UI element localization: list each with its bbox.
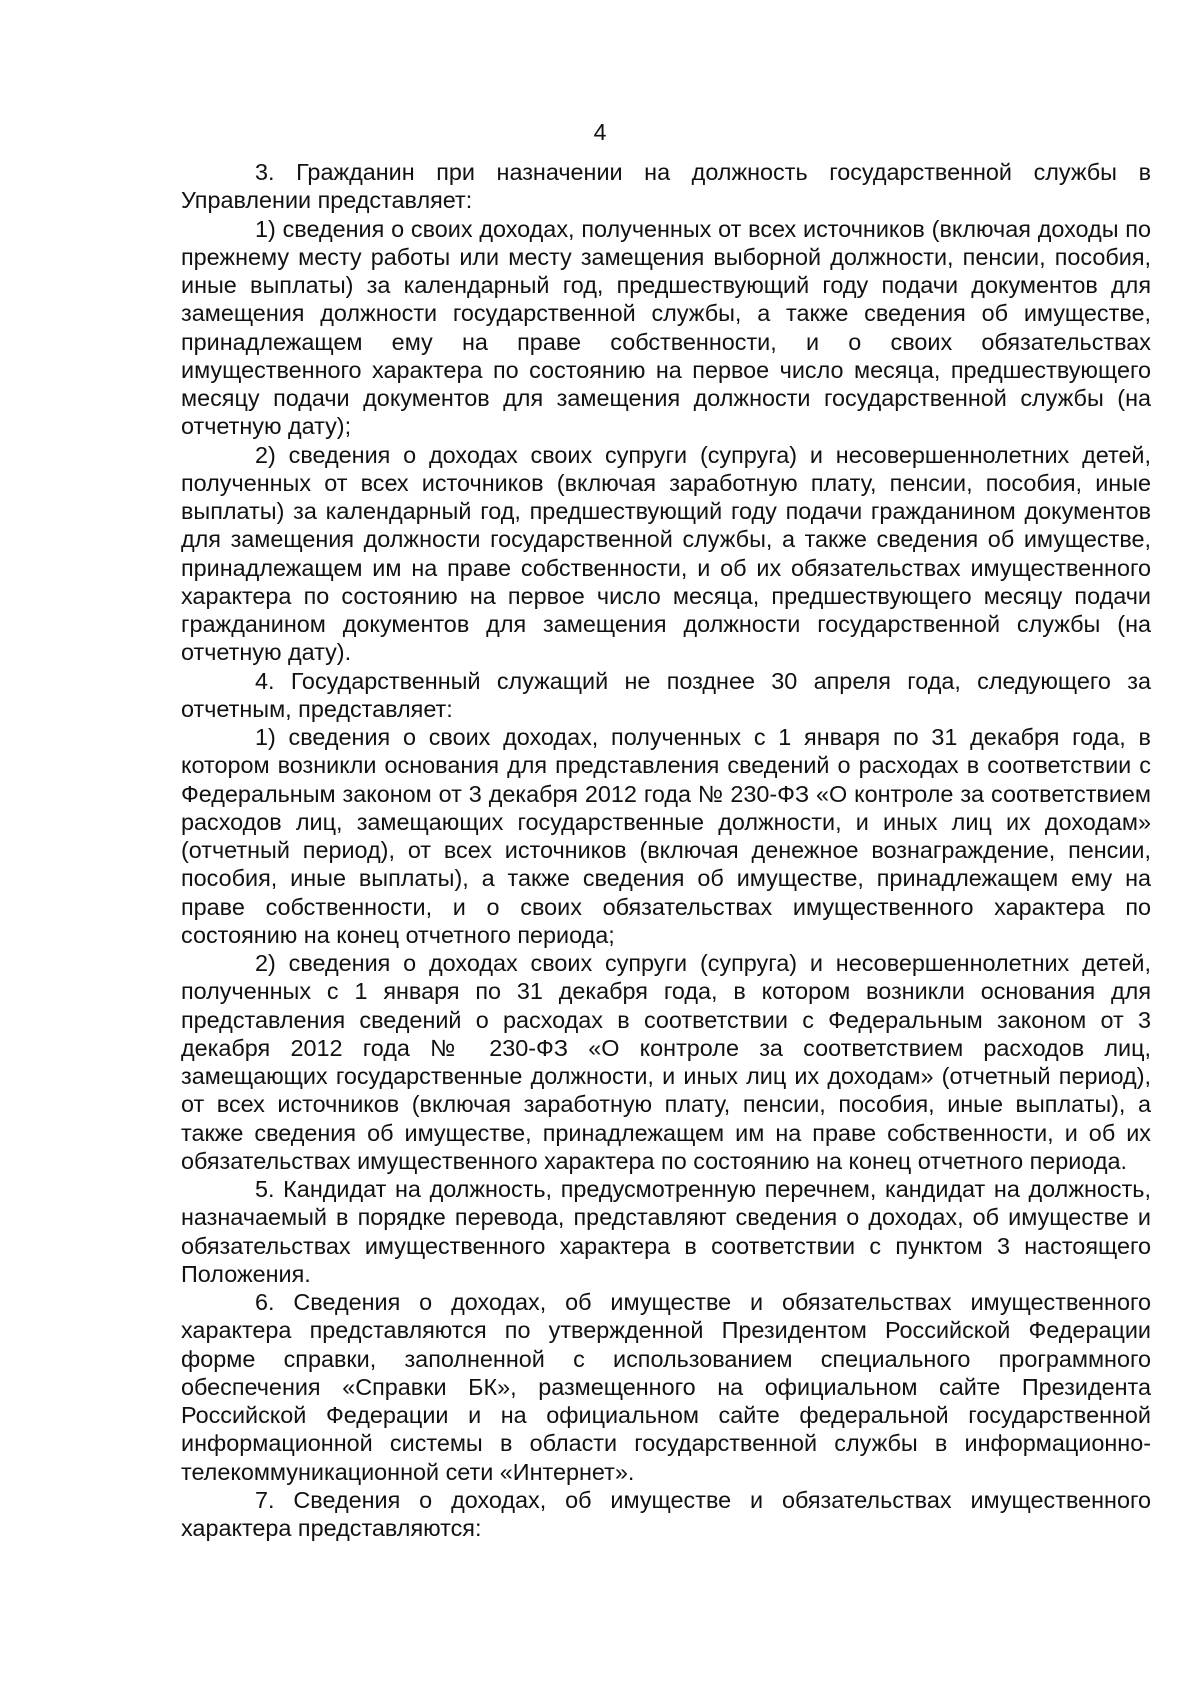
document-body [181, 158, 1151, 1542]
paragraph-5: 5. Кандидат на должность, предусмотренную перечнем, кандидат на должность, назначаемый в порядке перевода, представляют сведения о доходах, об имуществе и обязательствах имущественного характера в соответствии с пунктом 3 настоящего Положения. [181, 1176, 1151, 1287]
page-number: 4 [593, 119, 607, 145]
paragraph-3: 3. Гражданин при назначении на должность государственной службы в Управлении представляет: [181, 159, 1151, 214]
paragraph-4-item-1: 1) сведения о своих доходах, полученных с 1 января по 31 декабря года, в котором возникли основания для представления сведений о расходах в соответствии с Федеральным законом от 3 декабря 2012 года № 230-ФЗ «О контроле за соответствием расходов лиц, замещающих государственные должности, и иных лиц их доходам» (отчетный период), от всех источников (включая денежное вознаграждение, пенсии, пособия, иные выплаты), а также сведения об имуществе, принадлежащем ему на праве собственности, и о своих обязательствах имущественного характера по состоянию на конец отчетного периода; [181, 724, 1151, 948]
paragraph-3-item-1: 1) сведения о своих доходах, полученных от всех источников (включая доходы по прежнему месту работы или месту замещения выборной должности, пенсии, пособия, иные выплаты) за календарный год, предшествующий году подачи документов для замещения должности государственной службы, а также сведения об имуществе, принадлежащем ему на праве собственности, и о своих обязательствах имущественного характера по состоянию на первое число месяца, предшествующего месяцу подачи документов для замещения должности государственной службы (на отчетную дату); [181, 215, 1151, 440]
paragraph-4-item-2: 2) сведения о доходах своих супруги (супруга) и несовершеннолетних детей, полученных с 1 января по 31 декабря года, в котором возникли основания для представления сведений о расходах в соответствии с Федеральным законом от 3 декабря 2012 года № 230-ФЗ «О контроле за соответствием расходов лиц, замещающих государственные должности, и иных лиц их доходам» (отчетный период), от всех источников (включая заработную плату, пенсии, пособия, иные выплаты), а также сведения об имуществе, принадлежащем им на праве собственности, и об их обязательствах имущественного характера по состоянию на конец отчетного периода. [181, 950, 1151, 1174]
paragraph-6: 6. Сведения о доходах, об имуществе и обязательствах имущественного характера представляются по утвержденной Президентом Российской Федерации форме справки, заполненной с использованием специального программного обеспечения «Справки БК», размещенного на официальном сайте Президента Российской Федерации и на официальном сайте федеральной государственной информационной системы в области государственной службы в информационно-телекоммуникационной сети «Интернет». [181, 1289, 1151, 1485]
paragraph-4: 4. Государственный служащий не позднее 30 апреля года, следующего за отчетным, представляет: [181, 667, 1151, 722]
paragraph-7: 7. Сведения о доходах, об имуществе и обязательствах имущественного характера представляются: [181, 1486, 1151, 1541]
paragraph-3-item-2: 2) сведения о доходах своих супруги (супруга) и несовершеннолетних детей, полученных от всех источников (включая заработную плату, пенсии, пособия, иные выплаты) за календарный год, предшествующий году подачи гражданином документов для замещения должности государственной службы, а также сведения об имуществе, принадлежащем им на праве собственности, и об их обязательствах имущественного характера по состоянию на первое число месяца, предшествующего месяцу подачи гражданином документов для замещения должности государственной службы (на отчетную дату). [181, 441, 1151, 666]
